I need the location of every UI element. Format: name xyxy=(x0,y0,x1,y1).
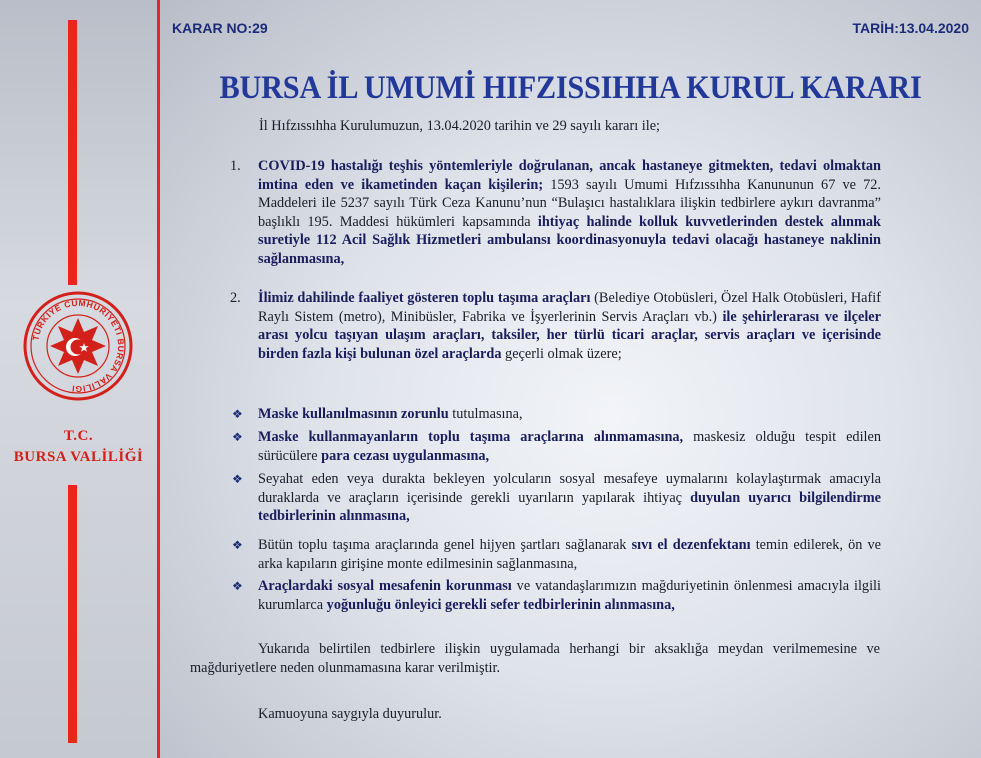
bullet-1-text xyxy=(258,405,881,424)
bullet-5-text xyxy=(258,577,881,614)
text-phrase: tutulmasına, xyxy=(448,406,523,422)
bold-phrase: duyulan uyarıcı bilgilendirme tedbirlerinin alınmasına, xyxy=(258,489,881,524)
bullet-icon: ❖ xyxy=(232,538,243,552)
bold-phrase: para cezası uygulanmasına, xyxy=(321,447,490,464)
document-body xyxy=(160,0,981,758)
bullet-icon: ❖ xyxy=(232,579,243,593)
bold-phrase: ihtiyaç halinde kolluk kuvvetlerinden destek alınmak suretiyle 112 Acil Sağlık Hizmetleri ambulansı koordinasyonuyla tedavi olacağı hastaneye naklinin sağlanmasına, xyxy=(258,213,881,267)
page-title: BURSA İL UMUMİ HIFZISSIHHA KURUL KARARI xyxy=(219,70,922,106)
text-phrase: maskesiz olduğu tespit edilen sürücülere xyxy=(258,429,882,464)
bold-phrase: Maske kullanılmasının zorunlu xyxy=(258,406,449,422)
bullet-4-text xyxy=(258,536,881,573)
bold-phrase: sıvı el dezenfektanı xyxy=(631,537,751,553)
red-stripe-bottom xyxy=(68,485,77,743)
item-2-text xyxy=(258,289,881,363)
text-phrase: Bütün toplu taşıma araçlarında genel hijyen şartları sağlanarak xyxy=(258,537,632,553)
item-number: 2. xyxy=(230,290,241,306)
bullet-icon: ❖ xyxy=(232,407,243,421)
text-phrase: ve vatandaşlarımızın mağduriyetinin önlenmesi amacıyla ilgili kurumlarca xyxy=(258,578,881,613)
red-stripe-top xyxy=(68,20,77,285)
text-phrase: 1593 sayılı Umumi Hıfzıssıhha Kanununun 67 ve 72. Maddeleri ile 5237 sayılı Türk Ceza Kanunu’nun “Bulaşıcı hastalıklara ilişkin tedbirlere aykırı davranma” başlıklı 195. Maddesi hükümleri kapsamında xyxy=(258,176,881,230)
signoff-text: Kamuoyuna saygıyla duyurulur. xyxy=(258,706,442,722)
text-phrase: (Belediye Otobüsleri, Özel Halk Otobüsleri, Hafif Raylı Sistem (metro), Minibüsler, Fabrika ve İşyerlerinin Servis Araçları vb.) xyxy=(258,290,882,325)
sidebar-tc-label: T.C. xyxy=(63,428,94,444)
valilik-seal-icon xyxy=(22,290,134,402)
bullet-icon: ❖ xyxy=(232,430,243,444)
decision-date: TARİH:13.04.2020 xyxy=(852,20,969,36)
bold-phrase: ile şehirlerarası ve ilçeler arası yolcu taşıyan ulaşım araçları, taksiler, her türlü ticari araçlar, servis araçları ve içerisinde birden fazla kişi bulunan özel araçlarda xyxy=(258,308,882,362)
item-1-text xyxy=(258,157,881,268)
intro-text: İl Hıfzıssıhha Kurulumuzun, 13.04.2020 tarihin ve 29 sayılı kararı ile; xyxy=(259,118,661,134)
bullet-3-text xyxy=(258,470,881,526)
bold-phrase: COVID-19 hastalığı teşhis yöntemleriyle doğrulanan, ancak hastaneye gitmekten, tedavi olmaktan imtina eden ve ikametinden kaçan kişilerin; xyxy=(258,158,881,193)
bullet-icon: ❖ xyxy=(232,472,243,486)
decision-number: KARAR NO:29 xyxy=(172,20,268,36)
text-phrase: temin edilerek, ön ve arka kapıların girişine monte edilmesinin sağlanmasına, xyxy=(258,537,882,572)
svg-text:TÜRKİYE CUMHURİYETİ BURSA VALİ: TÜRKİYE CUMHURİYETİ BURSA VALİLİĞİ xyxy=(30,297,127,395)
closing-paragraph: Yukarıda belirtilen tedbirlere ilişkin uygulamada herhangi bir aksaklığa meydan verilmemesine ve mağduriyetlere neden olunmamasına karar verilmiştir. xyxy=(190,641,880,676)
sidebar-panel xyxy=(0,0,157,758)
text-phrase: geçerli olmak üzere; xyxy=(501,345,622,362)
sidebar-valilik-label: BURSA VALİLİĞİ xyxy=(13,449,144,465)
bold-phrase: Maske kullanmayanların toplu taşıma araçlarına alınmamasına, xyxy=(258,429,684,445)
item-number: 1. xyxy=(230,158,241,174)
bold-phrase: İlimiz dahilinde faaliyet gösteren toplu taşıma araçları xyxy=(258,290,591,306)
bullet-2-text xyxy=(258,428,881,465)
text-phrase: Seyahat eden veya durakta bekleyen yolcuların sosyal mesafeye uymalarını kolaylaştırmak amacıyla duraklarda ve araçların içerisinde gerekli uyarıların yapılarak ihtiyaç xyxy=(258,471,881,506)
bold-phrase: Araçlardaki sosyal mesafenin korunması xyxy=(258,578,512,594)
bold-phrase: yoğunluğu önleyici gerekli sefer tedbirlerinin alınmasına, xyxy=(326,596,675,613)
